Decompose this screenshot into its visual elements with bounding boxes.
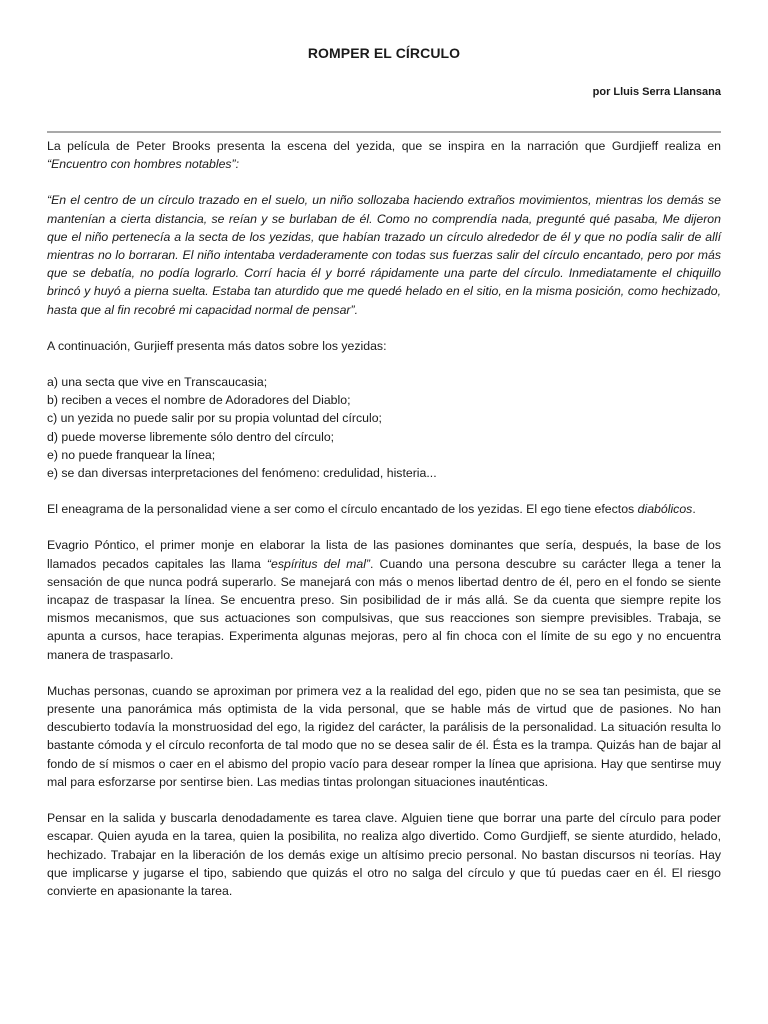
enneagram-end: . [692,502,696,517]
evagrio-emphasis: “espíritus del mal” [266,556,371,571]
intro-paragraph [47,137,721,173]
enneagram-emphasis: diabólicos [637,502,693,517]
list-intro-paragraph: A continuación, Gurjieff presenta más datos sobre los yezidas: [47,338,387,353]
quote-text: “En el centro de un círculo trazado en el suelo, un niño sollozaba haciendo extraños movimientos, mientras los demás se mantenían a cierta distancia, se reían y se burlaban de él. Como no comprendía nada, pregunté qué pasaba, Me dijeron que el niño pertenecía a la secta de los yezidas, que habían trazado un círculo alrededor de él y que no podía salir de allí mientras no lo borraran. El niño intentaba verdaderamente con todas sus fuerzas salir del círculo encantado, pero por más que se debatía, no podía lograrlo. Corrí hacia él y borré rápidamente una parte del círculo. Inmediatamente el chiquillo brincó y huyó a pierna suelta. Estaba tan aturdido que me quedé helado en el sitio, en la misma posición, como hechizado, hasta que al fin recobré mi capacidad normal de pensar”. [47,193,721,317]
pensar-paragraph: Pensar en la salida y buscarla denodadamente es tarea clave. Alguien tiene que borrar una parte del círculo para poder escapar. Quien ayuda en la tarea, quien la posibilita, no realiza algo divertido. Como Gurdjieff, se siente aturdido, helado, hechizado. Trabajar en la liberación de los demás exige un altísimo precio personal. No bastan discursos ni teorías. Hay que implicarse y jugarse el tipo, sabiendo que quizás el otro no salga del círculo y que tú puedas caer en él. El riesgo convierte en apasionante la tarea. [47,811,721,898]
list-item: e) se dan diversas interpretaciones del fenómeno: credulidad, histeria... [47,466,437,481]
quote-paragraph [47,191,721,318]
author-line: por Lluis Serra Llansana [592,86,721,98]
enneagram-text: El eneagrama de la personalidad viene a ser como el círculo encantado de los yezidas. El ego tiene efectos [47,502,638,517]
list-item: b) reciben a veces el nombre de Adoradores del Diablo; [47,393,351,408]
muchas-paragraph: Muchas personas, cuando se aproximan por primera vez a la realidad del ego, piden que no se sea tan pesimista, que se presente una panorámica más optimista de la vida personal, que se hable más de virtud que de pasiones. No han descubierto todavía la monstruosidad del ego, la rigidez del carácter, la parálisis de la personalidad. La situación resulta lo bastante cómoda y el círculo reconforta de tal modo que no se desea salir de él. Ésta es la trampa. Quizás han de bajar al fondo de sí mismos o caer en el abismo del propio vacío para desear romper la línea que aprisiona. Hay que sentirse muy mal para esforzarse por sentirse bien. Las medias tintas prolongan situaciones inauténticas. [47,683,721,789]
book-title: “Encuentro con hombres notables”: [47,157,240,172]
enneagram-paragraph [47,500,721,518]
list-item: d) puede moverse libremente sólo dentro del círculo; [47,429,335,444]
list-item: a) una secta que vive en Transcaucasia; [47,375,268,390]
document-body [47,137,721,918]
evagrio-paragraph [47,536,721,663]
list-item: e) no puede franquear la línea; [47,447,216,462]
document-title: ROMPER EL CÍRCULO [307,45,461,61]
divider [47,131,721,133]
list-item: c) un yezida no puede salir por su propia voluntad del círculo; [47,411,382,426]
intro-text: La película de Peter Brooks presenta la escena del yezida, que se inspira en la narración que Gurdjieff realiza en [47,139,721,153]
yezida-facts-list [47,373,721,482]
evagrio-text-a: Evagrio Póntico, el primer monje en elaborar la lista de las pasiones dominantes que sería, después, la base de los llamados pecados capitales las llama [47,538,721,571]
evagrio-text-b: . Cuando una persona descubre su carácter llega a tener la sensación de que nunca podrá superarlo. Se manejará con más o menos libertad dentro de él, pero en el fondo se siente incapaz de traspasar la línea. Se encuentra preso. Sin posibilidad de ir más allá. Se da cuenta que siempre repite los mismos mecanismos, que sus actuaciones son compulsivas, que sus reacciones son siempre previsibles. Trabaja, se apunta a cursos, hace terapias. Experimenta algunas mejoras, pero al fin choca con el límite de su ego y no encuentra manera de traspasarlo. [47,556,721,662]
